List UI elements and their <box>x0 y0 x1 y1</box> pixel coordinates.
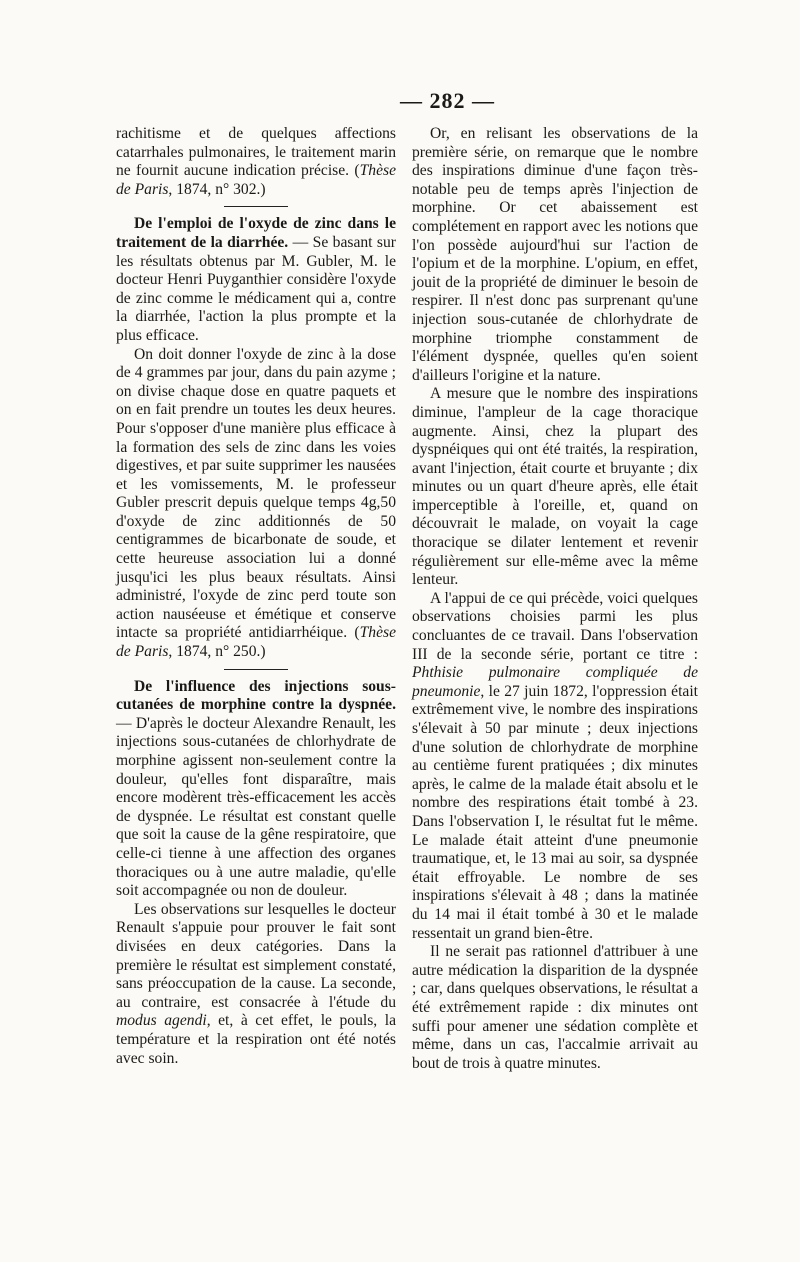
intro-text: rachitisme et de quelques affections catarrhales pulmonaires, le traitement marin ne fournit aucune indication précise. ( <box>116 125 396 180</box>
right-paragraph-4: Il ne serait pas rationnel d'attribuer à une autre médication la disparition de la dyspnée ; car, dans quelques observations, le résultat a été extrêmement rapide : dix minutes ont suffi pour amener une sédation complète et même, dans un cas, l'accalmie arrivait au bout de trois à quatre minutes. <box>412 943 698 1072</box>
right-paragraph-3-text-a: A l'appui de ce qui précède, voici quelques observations choisies parmi les plus concluantes de ce travail. Dans l'observation III de la seconde série, portant ce titre : <box>412 589 698 663</box>
section-divider <box>224 669 288 670</box>
right-paragraph-3 <box>412 590 698 943</box>
section-morphine-text-1: — D'après le docteur Alexandre Renault, les injections sous-cutanées de chlorhydrate de morphine agissent non-seulement contre la douleur, qu'elles font disparaître, mais encore modèrent très-efficacement les accès de dyspnée. Le résultat est constant quelle que soit la cause de la gêne respiratoire, que celle-ci tienne à une affection des organes thoraciques ou à une autre maladie, qu'elle soit accompagnée ou non de douleur. <box>116 714 396 900</box>
section-zinc-paragraph-1 <box>116 215 396 345</box>
section-zinc-text-2: On doit donner l'oxyde de zinc à la dose de 4 grammes par jour, dans du pain azyme ; on divise chaque dose en quatre paquets et on en fait prendre un toutes les deux heures. Pour s'opposer d'une manière plus efficace à la formation des sels de zinc dans les voies digestives, et par suite supprimer les nausées et les vomissements, M. le professeur Gubler prescrit depuis quelque temps 4g,50 d'oxyde de zinc additionnés de 50 centigrammes de bicarbonate de soude, et cette heureuse association lui a donné jusqu'ici les plus beaux résultats. Ainsi administré, l'oxyde de zinc perd toute son action nauséeuse et émétique et conserve intacte sa propriété antidiarrhéique. ( <box>116 345 396 642</box>
right-paragraph-3-italic: Phthisie pulmonaire compliquée de pneumonie <box>412 664 698 700</box>
section-zinc-paragraph-2 <box>116 346 396 662</box>
intro-paragraph <box>116 125 396 199</box>
section-morphine-paragraph-1 <box>116 678 396 901</box>
right-paragraph-2: A mesure que le nombre des inspirations diminue, l'ampleur de la cage thoracique augmente. Ainsi, chez la plupart des dyspnéiques qui ont été traités, la respiration, avant l'injection, était courte et bruyante ; dix minutes ou un quart d'heure après, elle était imperceptible à l'oreille, et, quand on découvrait le malade, on voyait la cage thoracique se dilater lentement et revenir régulièrement sur elle-même avec la même lenteur. <box>412 385 698 589</box>
section-morphine-paragraph-2 <box>116 901 396 1068</box>
left-column <box>116 125 396 1068</box>
section-zinc-citation: Thèse de Paris <box>116 624 396 661</box>
section-morphine-text-2a: Les observations sur lesquelles le docteur Renault s'appuie pour prouver le fait sont divisées en deux catégories. Dans la première le résultat est simplement constaté, sans préoccupation de la cause. La seconde, au contraire, est consacrée à l'étude du <box>116 900 396 1011</box>
section-zinc-heading: De l'emploi de l'oxyde de zinc dans le traitement de la diarrhée. <box>116 215 396 251</box>
intro-citation: Thèse de Paris <box>116 162 396 198</box>
right-paragraph-1: Or, en relisant les observations de la première série, on remarque que le nombre des inspirations diminue d'une façon très-notable peu de temps après l'injection de morphine. Or cet abaissement est complétement en rapport avec les notions que l'on possède aujourd'hui sur l'action de l'opium et de la morphine. L'opium, en effet, jouit de la propriété de diminuer le besoin de respirer. Il n'est donc pas surprenant qu'une injection sous-cutanée de chlorhydrate de morphine triomphe constamment de l'élément dyspnée, quelles qu'en soient d'ailleurs l'origine et la nature. <box>412 125 698 384</box>
section-morphine-text-2b: , et, à cet effet, le pouls, la température et la respiration ont été notés avec soin. <box>116 1012 396 1067</box>
section-morphine-heading: De l'influence des injections sous-cutanées de morphine contre la dyspnée. <box>116 677 396 714</box>
page-number: — 282 — <box>400 88 495 113</box>
intro-citation-end: , 1874, n° 302.) <box>168 180 266 198</box>
right-paragraph-3-text-b: , le 27 juin 1872, l'oppression était extrêmement vive, le nombre des inspirations s'élevait à 50 par minute ; deux injections d'une solution de chlorhydrate de morphine au centième furent pratiquées ; dix minutes après, le calme de la malade était absolu et le nombre des respirations était tombé à 23. Dans l'observation I, le résultat fut le même. Le malade était atteint d'une pneumonie traumatique, et, le 13 mai au soir, sa dyspnée était effroyable. Le nombre de ses inspirations s'élevait à 48 ; dans la matinée du 14 mai il était tombé à 30 et le malade ressentait un grand bien-être. <box>412 682 698 942</box>
section-divider <box>224 206 288 207</box>
section-morphine-italic: modus agendi <box>116 1012 207 1030</box>
right-column <box>412 125 698 1073</box>
section-zinc-text-1: — Se basant sur les résultats obtenus par M. Gubler, M. le docteur Henri Puyganthier considère l'oxyde de zinc comme le médicament qui a, contre la diarrhée, l'action la plus prompte et la plus efficace. <box>116 233 396 344</box>
section-zinc-citation-end: , 1874, n° 250.) <box>168 643 266 661</box>
